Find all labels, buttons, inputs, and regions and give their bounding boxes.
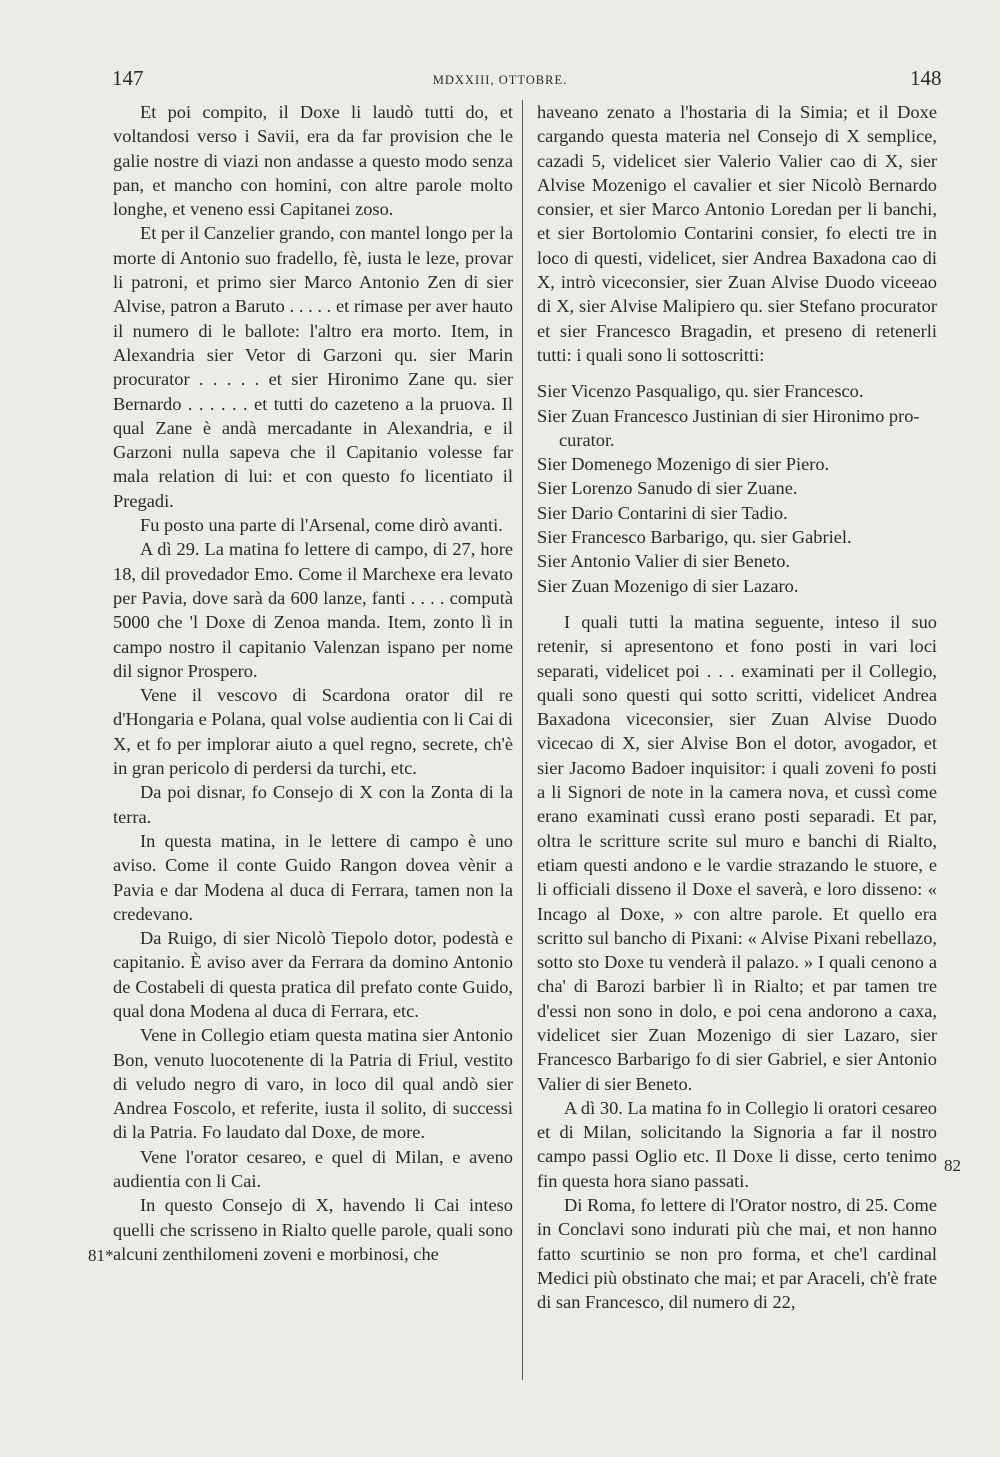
left-column [113, 100, 513, 1266]
list-item: Sier Zuan Francesco Justinian di sier Hironimo pro- [537, 405, 920, 426]
paragraph: Fu posto una parte di l'Arsenal, come dirò avanti. [140, 515, 503, 536]
paragraph: Vene in Collegio etiam questa matina sier Antonio Bon, venuto luocotenente di la Patria di Friul, vestito di veludo negro di varo, in loco dil qual andò sier Andrea Foscolo, et referite, iusta il solito, di successi di la Patria. Fo laudato dal Doxe, de more. [113, 1025, 513, 1143]
list-item: Sier Lorenzo Sanudo di sier Zuane. [537, 478, 798, 499]
list-item: Sier Antonio Valier di sier Beneto. [537, 551, 791, 572]
paragraph: In questo Consejo di X, havendo li Cai inteso quelli che scrisseno in Rialto quelle parole, quali sono alcuni zenthilomeni zoveni e morbinosi, che [113, 1195, 513, 1264]
list-item: curator. [559, 429, 615, 450]
paragraph: Vene il vescovo di Scardona orator dil re d'Hongaria e Polana, qual volse audientia con li Cai di X, et fo per implorar aiuto a quel regno, secrete, ch'è in gran pericolo di perdersi da turchi, etc. [113, 685, 513, 779]
paragraph: A dì 30. La matina fo in Collegio li oratori cesareo et di Milan, solicitando la Signoria a far il nostro campo passi Oglio etc. Il Doxe li disse, certo tenimo fin questa hora siano passati. [537, 1097, 937, 1191]
left-page-number: 147 [112, 66, 144, 90]
margin-note-left: 81* [88, 1246, 114, 1265]
names-list [537, 379, 937, 598]
list-item: Sier Francesco Barbarigo, qu. sier Gabriel. [537, 527, 852, 548]
paragraph: Da poi disnar, fo Consejo di X con la Zonta di la terra. [113, 782, 513, 827]
list-item: Sier Dario Contarini di sier Tadio. [537, 502, 788, 523]
paragraph: I quali tutti la matina seguente, inteso il suo retenir, si apresentono et fono posti in vari loci separati, videlicet poi . . . examinati per il Collegio, quali sono questi qui sotto scritti, videlicet Andrea Baxadona viceconsier, sier Zuan Alvise Duodo vicecao di X, sier Alvise Bon el dotor, avogador, et sier Jacomo Badoer inquisitor: i quali zoveni fo posti a li Signori de note in la camera nova, et cussì come erano examinati cussì erano posti separadi. Et par, oltra le scritture scrite sul muro e banchi di Rialto, etiam questi andono e le vardie strazando le stuore, e li officiali disseno il Doxe el saverà, e loro disseno: « Incago al Doxe, » con altre parole. Et quello era scritto sul bancho di Pixani: « Alvise Pixani rebellazo, sotto sto Doxe tu venderà il palazo. » I quali cenono a cha' di Barozi barbier lì in Rialto; et par tamen tre d'essi non sono in dolo, e poi cena andorono a caxa, videlicet sier Zuan Mozenigo di sier Lazaro, sier Francesco Barbarigo fo di sier Gabriel, e sier Antonio Valier di sier Beneto. [537, 611, 937, 1094]
list-item: Sier Domenego Mozenigo di sier Piero. [537, 454, 830, 475]
running-title: MDXXIII, OTTOBRE. [432, 73, 568, 87]
right-column [537, 100, 937, 1315]
paragraph: haveano zenato a l'hostaria di la Simia; et il Doxe cargando questa materia nel Consejo di X semplice, cazadi 5, videlicet sier Valerio Valier cao di X, sier Alvise Mozenigo el cavalier et sier Nicolò Bernardo consier, et sier Marco Antonio Loredan per li banchi, et sier Bortolomio Contarini consier, fo electi tre in loco di questi, videlicet, sier Andrea Baxadona cao di X, intrò viceconsier, sier Zuan Alvise Duodo viceeao di X, sier Alvise Malipiero qu. sier Stefano procurator et sier Francesco Bragadin, et preseno di retenerli tutti: i quali sono li sottoscritti: [537, 102, 937, 365]
page-header [0, 66, 1000, 100]
list-item: Sier Vicenzo Pasqualigo, qu. sier Francesco. [537, 381, 864, 402]
margin-note-right: 82 [944, 1156, 961, 1175]
paragraph: Et poi compito, il Doxe li laudò tutti do, et voltandosi verso i Savii, era da far provision che le galie nostre di viazi non andasse a questo modo senza pan, et mancho con homini, con altre parole molto longhe, et veneno essi Capitanei zoso. [113, 102, 513, 220]
paragraph: Vene l'orator cesareo, e quel di Milan, e aveno audientia con li Cai. [113, 1146, 513, 1192]
column-divider [522, 100, 523, 1380]
paragraph: In questa matina, in le lettere di campo è uno aviso. Come il conte Guido Rangon dovea vènir a Pavia e dar Modena al duca di Ferrara, tamen non la credevano. [113, 830, 513, 924]
paragraph: Da Ruigo, di sier Nicolò Tiepolo dotor, podestà e capitanio. È aviso aver da Ferrara da domino Antonio de Costabeli di questa pratica dil prefato conte Guido, qual dona Modena al duca di Ferrara, etc. [113, 928, 513, 1021]
paragraph: A dì 29. La matina fo lettere di campo, di 27, hore 18, dil provedador Emo. Come il Marchexe era levato per Pavia, dove sarà da 600 lanze, fanti . . . . computà 5000 che 'l Doxe di Zenoa manda. Item, zonto lì in campo nostro il capitanio Valenzan ispano per nome dil signor Prospero. [113, 539, 513, 681]
list-item: Sier Zuan Mozenigo di sier Lazaro. [537, 575, 799, 596]
paragraph: Et per il Canzelier grando, con mantel longo per la morte di Antonio suo fradello, fè, iusta le leze, provar li patroni, et primo sier Marco Antonio Zen di sier Alvise, patron a Baruto . . . . . et rimase per aver hauto il numero di le ballote: l'altro era morto. Item, in Alexandria sier Vetor di Garzoni qu. sier Marin procurator . . . . . et sier Hironimo Zane qu. sier Bernardo . . . . . . et tutti do cazeteno a la pruova. Il qual Zane è andà mercadante in Alexandria, e il Garzoni nulla sapeva che il Capitanio volesse far mala relation di lui: et con questo fo licentiato il Pregadi. [113, 223, 513, 511]
paragraph: Di Roma, fo lettere di l'Orator nostro, di 25. Come in Conclavi sono indurati più che mai, et non hanno fatto scurtinio se non pro forma, et che'l cardinal Medici più obstinato che mai; et par Araceli, ch'è frate di san Francesco, dil numero di 22, [537, 1195, 937, 1313]
right-page-number: 148 [910, 66, 942, 90]
